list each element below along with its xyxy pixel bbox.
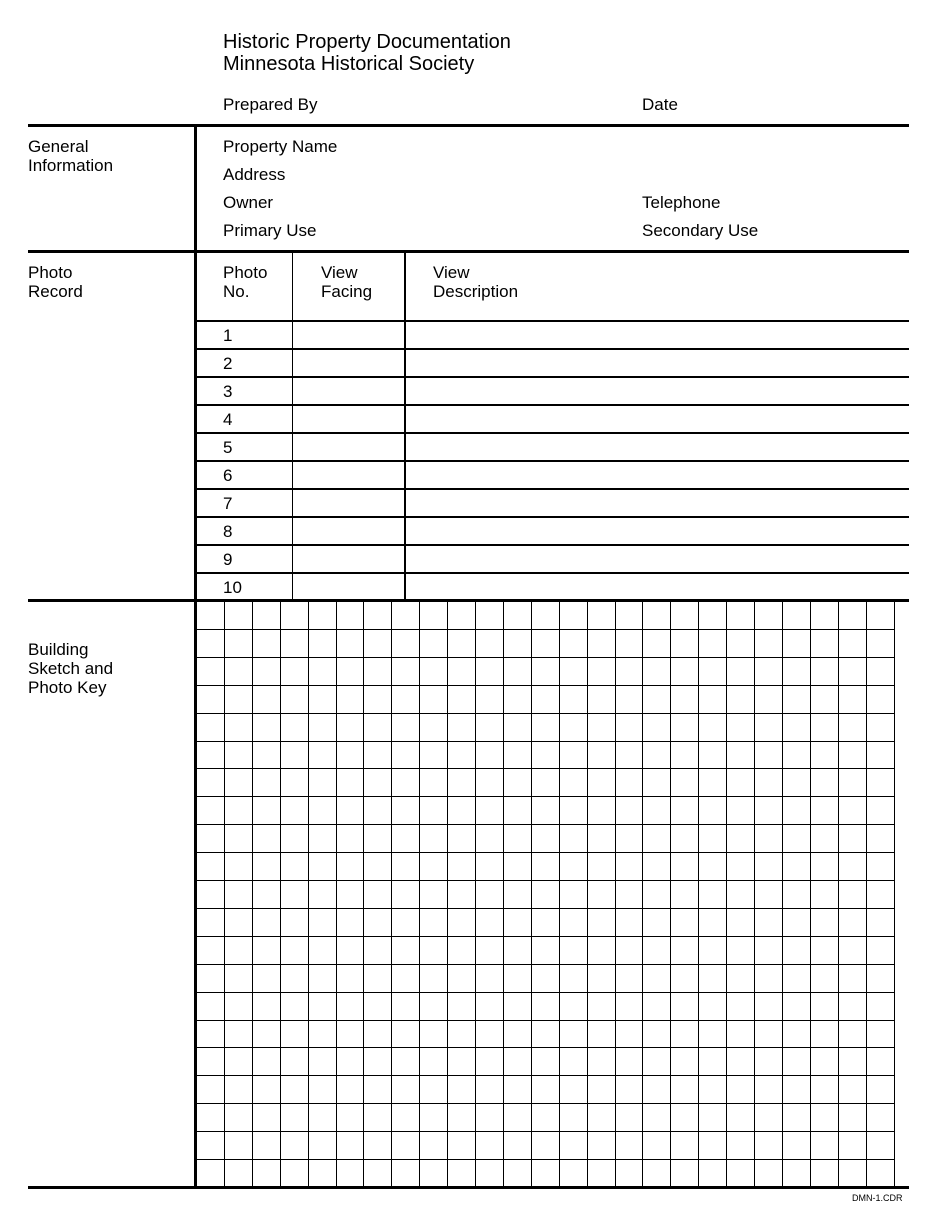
- photo-row-number: 8: [223, 522, 233, 541]
- telephone-label: Telephone: [642, 193, 721, 212]
- view-facing-cell[interactable]: [294, 490, 403, 516]
- view-facing-cell[interactable]: [294, 406, 403, 432]
- header-divider: [28, 124, 909, 127]
- prepared-by-label: Prepared By: [223, 95, 318, 114]
- view-description-cell[interactable]: [407, 406, 907, 432]
- col-photo-no-header: [223, 263, 267, 301]
- general-divider: [28, 250, 909, 253]
- form-title: [223, 31, 511, 75]
- photo-row-number: 3: [223, 382, 233, 401]
- view-facing-cell[interactable]: [294, 574, 403, 600]
- view-description-cell[interactable]: [407, 350, 907, 376]
- form-code: DMN-1.CDR: [852, 1193, 903, 1203]
- col-view-facing-line2: Facing: [321, 282, 373, 301]
- view-facing-cell[interactable]: [294, 462, 403, 488]
- photo-row-number: 6: [223, 466, 233, 485]
- view-facing-cell[interactable]: [294, 518, 403, 544]
- footer-divider: [28, 1186, 909, 1189]
- photo-row-number: 2: [223, 354, 233, 373]
- view-facing-cell[interactable]: [294, 546, 403, 572]
- view-facing-cell[interactable]: [294, 322, 403, 348]
- col-view-description-header: [433, 263, 518, 301]
- photo-record-label-line1: Photo: [28, 263, 73, 282]
- general-information-label: [28, 137, 113, 175]
- view-description-cell[interactable]: [407, 546, 907, 572]
- photo-row-number: 10: [223, 578, 242, 597]
- photo-col-divider-2: [404, 252, 406, 600]
- view-description-cell[interactable]: [407, 574, 907, 600]
- date-label: Date: [642, 95, 678, 114]
- view-description-cell[interactable]: [407, 518, 907, 544]
- photo-record-label: [28, 263, 83, 301]
- sketch-label-line2: Sketch and: [28, 659, 114, 678]
- col-view-desc-line2: Description: [433, 282, 519, 301]
- general-label-line2: Information: [28, 156, 114, 175]
- owner-label: Owner: [223, 193, 274, 212]
- photo-row-number: 7: [223, 494, 233, 513]
- view-description-cell[interactable]: [407, 490, 907, 516]
- form-title-line2: Minnesota Historical Society: [223, 53, 475, 75]
- view-description-cell[interactable]: [407, 322, 907, 348]
- photo-row-number: 5: [223, 438, 233, 457]
- sketch-grid[interactable]: [196, 601, 896, 1187]
- view-description-cell[interactable]: [407, 378, 907, 404]
- photo-record-label-line2: Record: [28, 282, 83, 301]
- photo-row-number: 9: [223, 550, 233, 569]
- form-title-line1: Historic Property Documentation: [223, 31, 511, 53]
- col-photo-no-line1: Photo: [223, 263, 268, 282]
- building-sketch-label: [28, 640, 113, 697]
- view-description-cell[interactable]: [407, 462, 907, 488]
- sketch-label-line1: Building: [28, 640, 89, 659]
- address-label: Address: [223, 165, 286, 184]
- view-description-cell[interactable]: [407, 434, 907, 460]
- photo-col-divider-1: [292, 252, 293, 600]
- col-view-facing-line1: View: [321, 263, 358, 282]
- col-view-facing-header: [321, 263, 372, 301]
- col-view-desc-line1: View: [433, 263, 470, 282]
- view-facing-cell[interactable]: [294, 434, 403, 460]
- photo-row-number: 1: [223, 326, 233, 345]
- view-facing-cell[interactable]: [294, 378, 403, 404]
- secondary-use-label: Secondary Use: [642, 221, 759, 240]
- photo-row-number: 4: [223, 410, 233, 429]
- primary-use-label: Primary Use: [223, 221, 317, 240]
- view-facing-cell[interactable]: [294, 350, 403, 376]
- general-label-line1: General: [28, 137, 89, 156]
- col-photo-no-line2: No.: [223, 282, 250, 301]
- property-name-label: Property Name: [223, 137, 338, 156]
- sketch-label-line3: Photo Key: [28, 678, 107, 697]
